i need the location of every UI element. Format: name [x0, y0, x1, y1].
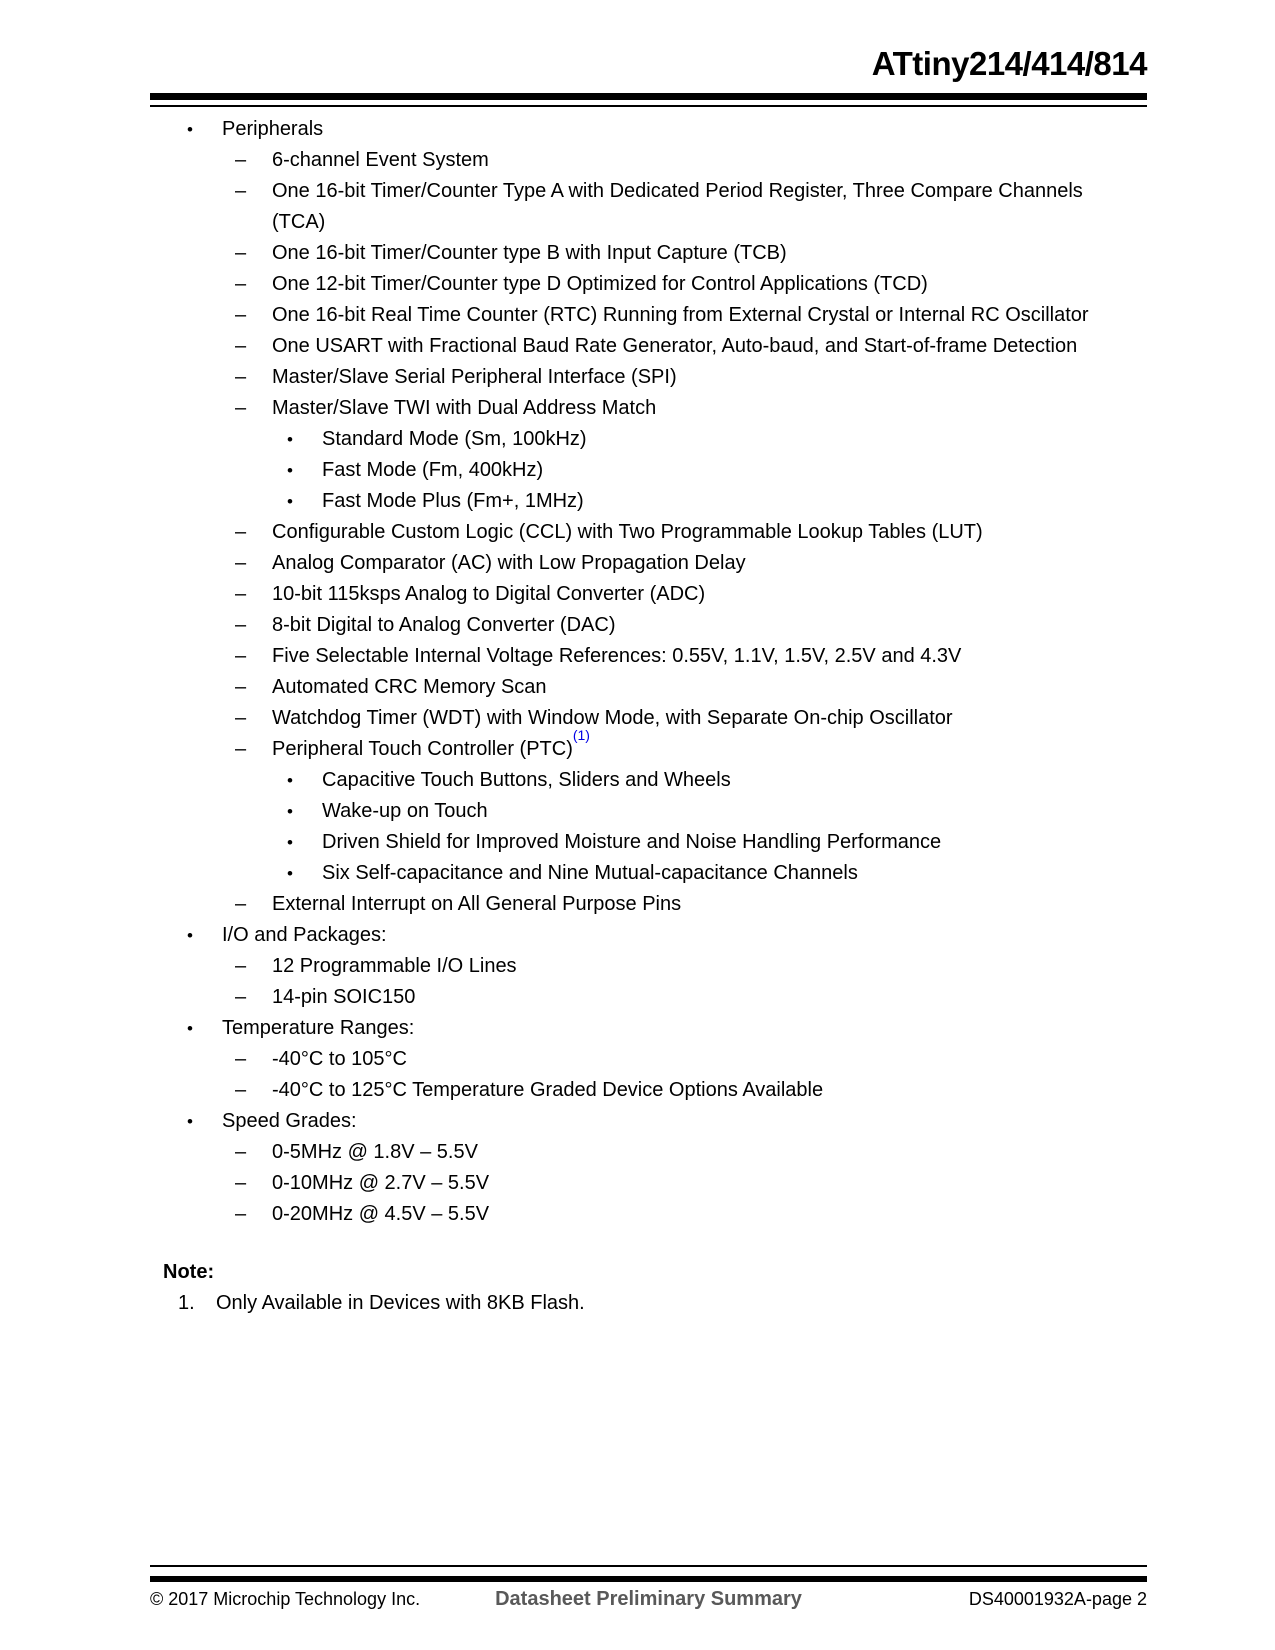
list-item-text: Fast Mode Plus (Fm+, 1MHz): [322, 490, 584, 512]
list-item: [150, 238, 1147, 269]
dash-marker: –: [235, 521, 247, 543]
dash-marker: –: [235, 1079, 247, 1101]
list-item: [150, 145, 1147, 176]
list-item: [150, 114, 1147, 145]
list-item: [150, 951, 1147, 982]
list-item-text: Peripheral Touch Controller (PTC)$^{(1)}$: [272, 727, 590, 760]
page-footer: [150, 1565, 1147, 1611]
list-item-text: Wake-up on Touch: [322, 800, 488, 822]
list-item: [150, 517, 1147, 548]
dash-marker: –: [235, 955, 247, 977]
bullet-marker: •: [187, 1019, 193, 1038]
list-item: [150, 641, 1147, 672]
list-item-text: Watchdog Timer (WDT) with Window Mode, with Separate On-chip Oscillator: [272, 707, 953, 729]
list-item-text: Fast Mode (Fm, 400kHz): [322, 459, 544, 481]
note-item-number: 1.: [178, 1292, 195, 1314]
list-item-text: One 16-bit Timer/Counter Type A with Dedicated Period Register, Three Compare Channels (TCA): [272, 180, 1083, 233]
dash-marker: –: [235, 366, 247, 388]
list-item: [150, 424, 1147, 455]
bullet-marker: •: [287, 461, 293, 480]
footer-row: [150, 1588, 1147, 1611]
bullet-marker: •: [287, 771, 293, 790]
list-item: [150, 858, 1147, 889]
list-item: [150, 300, 1147, 331]
footer-document-number-page: DS40001932A-page 2: [968, 1589, 1147, 1609]
bullet-marker: •: [287, 864, 293, 883]
list-item: [150, 1075, 1147, 1106]
list-item-text: Five Selectable Internal Voltage References: 0.55V, 1.1V, 1.5V, 2.5V and 4.3V: [272, 645, 962, 667]
dash-marker: –: [235, 986, 247, 1008]
list-item: [150, 1199, 1147, 1230]
list-item-text: -40°C to 125°C Temperature Graded Device Options Available: [272, 1079, 824, 1101]
list-item-text: Six Self-capacitance and Nine Mutual-capacitance Channels: [322, 862, 858, 884]
list-item: [150, 393, 1147, 424]
dash-marker: –: [235, 335, 247, 357]
list-item-text: 0-10MHz @ 2.7V – 5.5V: [272, 1172, 490, 1194]
dash-marker: –: [235, 242, 247, 264]
list-item: [150, 727, 1147, 765]
bullet-marker: •: [187, 120, 193, 139]
list-item: [150, 1137, 1147, 1168]
list-item-text: Analog Comparator (AC) with Low Propagation Delay: [272, 552, 746, 574]
list-item: [150, 982, 1147, 1013]
bullet-marker: •: [187, 1112, 193, 1131]
dash-marker: –: [235, 149, 247, 171]
footer-rule-thick: [150, 1576, 1147, 1582]
list-item: [150, 455, 1147, 486]
list-item-text: One 16-bit Real Time Counter (RTC) Running from External Crystal or Internal RC Oscillator: [272, 304, 1089, 326]
note-label: Note:: [163, 1261, 215, 1283]
bullet-marker: •: [287, 833, 293, 852]
list-item: [150, 579, 1147, 610]
footnote-reference-link[interactable]: (1): [572, 727, 590, 744]
list-item: [150, 486, 1147, 517]
dash-marker: –: [235, 1172, 247, 1194]
note-item: [150, 1288, 1147, 1319]
dash-marker: –: [235, 614, 247, 636]
list-item: [150, 548, 1147, 579]
header-rule: [150, 93, 1147, 107]
footer-document-type: Datasheet Preliminary Summary: [495, 1588, 802, 1610]
dash-marker: –: [235, 645, 247, 667]
list-item-text: -40°C to 105°C: [272, 1048, 407, 1070]
list-item-text: 0-20MHz @ 4.5V – 5.5V: [272, 1203, 490, 1225]
dash-marker: –: [235, 273, 247, 295]
footer-copyright: © 2017 Microchip Technology Inc.: [150, 1589, 421, 1609]
bullet-marker: •: [287, 430, 293, 449]
note-items: [150, 1288, 1147, 1319]
header-rule-thick: [150, 93, 1147, 100]
list-item-text: I/O and Packages:: [222, 924, 387, 946]
list-item-text: Configurable Custom Logic (CCL) with Two Programmable Lookup Tables (LUT): [272, 521, 983, 543]
list-item: [150, 610, 1147, 641]
note-section: [150, 1257, 1147, 1319]
list-item: [150, 1106, 1147, 1137]
list-item: [150, 1013, 1147, 1044]
header-rule-thin: [150, 105, 1147, 107]
list-item: [150, 672, 1147, 703]
list-item: [150, 889, 1147, 920]
list-item-text: Driven Shield for Improved Moisture and Noise Handling Performance: [322, 831, 942, 853]
dash-marker: –: [235, 180, 247, 202]
list-item-text: Master/Slave TWI with Dual Address Match: [272, 397, 657, 419]
feature-list: [150, 114, 1147, 1230]
list-item-text: One 12-bit Timer/Counter type D Optimized for Control Applications (TCD): [272, 273, 928, 295]
footer-rule-gap: [150, 1567, 1147, 1576]
list-item: [150, 1168, 1147, 1199]
bullet-marker: •: [187, 926, 193, 945]
list-item-text: Capacitive Touch Buttons, Sliders and Wheels: [322, 769, 731, 791]
page-title: ATtiny214/414/814: [871, 45, 1147, 82]
dash-marker: –: [235, 552, 247, 574]
list-item: [150, 176, 1147, 238]
list-item: [150, 331, 1147, 362]
dash-marker: –: [235, 893, 247, 915]
list-item: [150, 827, 1147, 858]
list-item-text: 8-bit Digital to Analog Converter (DAC): [272, 614, 616, 636]
list-item-text: One USART with Fractional Baud Rate Generator, Auto-baud, and Start-of-frame Detection: [272, 335, 1078, 357]
list-item-text: 0-5MHz @ 1.8V – 5.5V: [272, 1141, 478, 1163]
list-item-text: 14-pin SOIC150: [272, 986, 416, 1008]
list-item-text: External Interrupt on All General Purpose Pins: [272, 893, 682, 915]
list-item: [150, 269, 1147, 300]
list-item-text: Speed Grades:: [222, 1110, 357, 1132]
list-item-text: Automated CRC Memory Scan: [272, 676, 547, 698]
list-item-text: Peripherals: [222, 118, 324, 140]
dash-marker: –: [235, 738, 247, 760]
dash-marker: –: [235, 676, 247, 698]
list-item: [150, 703, 1147, 734]
list-item: [150, 362, 1147, 393]
list-item: [150, 765, 1147, 796]
dash-marker: –: [235, 1141, 247, 1163]
dash-marker: –: [235, 1203, 247, 1225]
dash-marker: –: [235, 304, 247, 326]
list-item-text: 6-channel Event System: [272, 149, 489, 171]
list-item-text: Standard Mode (Sm, 100kHz): [322, 428, 587, 450]
list-item-text: Temperature Ranges:: [222, 1017, 415, 1039]
list-item-text: One 16-bit Timer/Counter type B with Input Capture (TCB): [272, 242, 787, 264]
list-item: [150, 1044, 1147, 1075]
dash-marker: –: [235, 397, 247, 419]
list-item-text: Master/Slave Serial Peripheral Interface (SPI): [272, 366, 677, 388]
list-item-text: 10-bit 115ksps Analog to Digital Converter (ADC): [272, 583, 706, 605]
dash-marker: –: [235, 583, 247, 605]
note-item-text: Only Available in Devices with 8KB Flash.: [216, 1292, 585, 1314]
dash-marker: –: [235, 707, 247, 729]
bullet-marker: •: [287, 492, 293, 511]
list-item-text: 12 Programmable I/O Lines: [272, 955, 517, 977]
dash-marker: –: [235, 1048, 247, 1070]
list-item: [150, 920, 1147, 951]
page-header: [0, 0, 1275, 107]
bullet-marker: •: [287, 802, 293, 821]
list-item: [150, 796, 1147, 827]
